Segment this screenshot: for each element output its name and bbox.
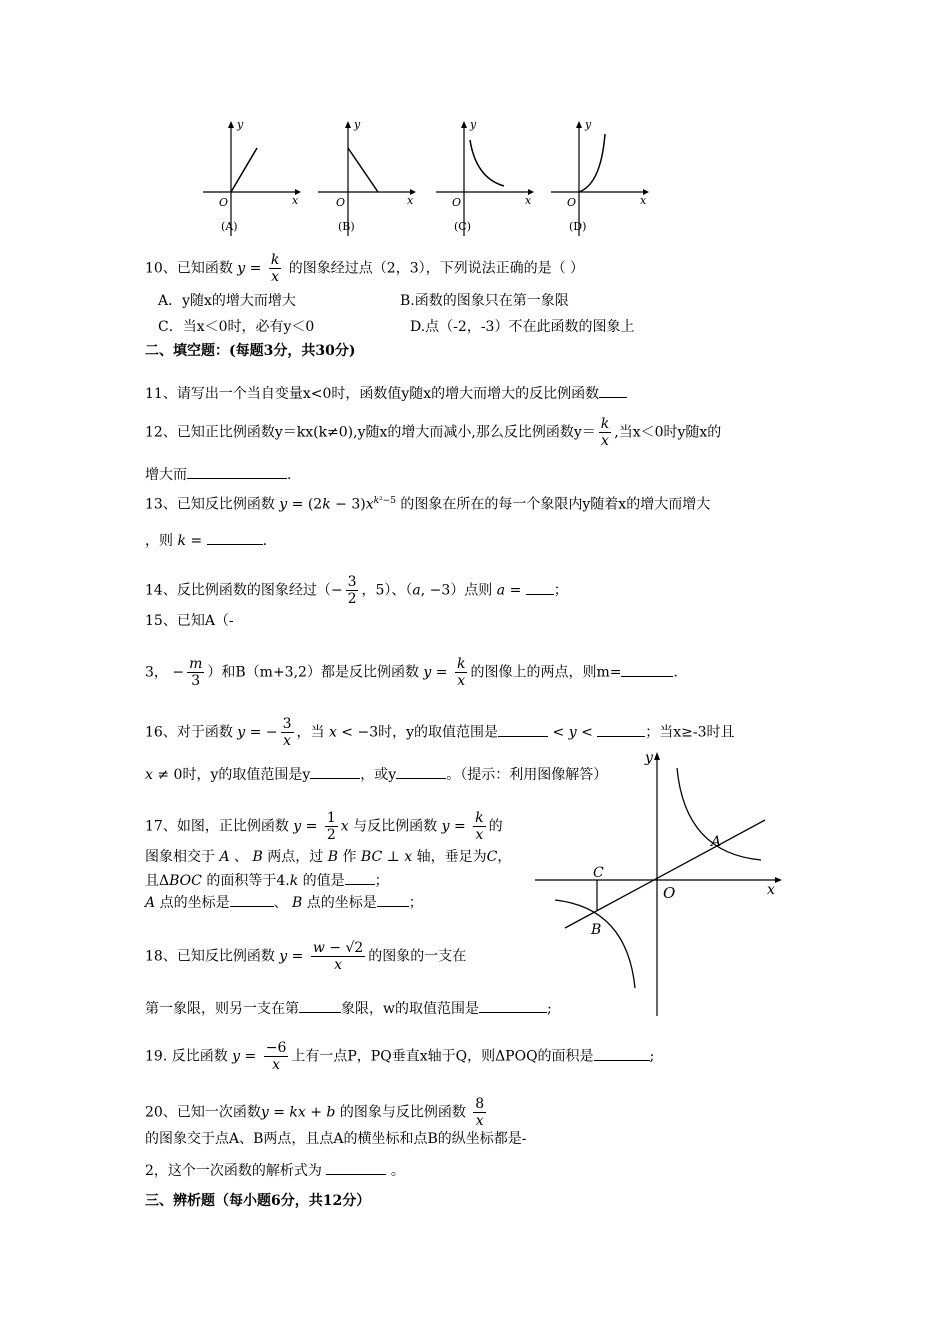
graph-a	[195, 118, 305, 238]
graph-b	[310, 118, 420, 238]
q17-figure	[535, 748, 795, 1018]
q19: 19. 反比函数 y = $\frac{-6}{x}$ 上有一点P，PQ垂直x轴于Q，则ΔPOQ的面积是 ;	[145, 1040, 655, 1073]
fig-x-label: x	[767, 882, 775, 898]
fig-point-a: A	[711, 834, 722, 850]
q14: 14、反比例函数的图象经过（− $\frac{3}{2}$ ，5）、（a, −3）点则 a = ；	[145, 574, 568, 607]
x-label: x	[640, 194, 647, 207]
q11: 11、请写出一个当自变量x<0时，函数值y随x的增大而增大的反比例函数	[145, 383, 627, 403]
y-label: y	[470, 118, 477, 131]
q20-line2: 的图象交于点A、B两点，且点A的横坐标和点B的纵坐标都是-	[145, 1131, 527, 1147]
graph-c	[428, 118, 538, 238]
q10-option-b: B.函数的图象只在第一象限	[400, 293, 569, 309]
fig-origin-label: O	[663, 884, 676, 902]
q17-line2: 图象相交于 A 、 B 两点，过 B 作 BC ⊥ x 轴，垂足为C，	[145, 849, 512, 865]
q10: 10、已知函数 y = $\frac{k}{x}$ 的图象经过点（2，3），下列说法正确的是（ ）	[145, 252, 585, 285]
q17: 17、如图，正比例函数 y = $\frac{1}{2}$ x 与反比例函数 y = $\frac{k}{x}$ 的	[145, 810, 503, 843]
section-3-heading: 三、辨析题（每小题6分，共12分）	[145, 1193, 371, 1209]
origin-label: O	[336, 196, 346, 209]
graph-label: (A)	[221, 220, 238, 233]
graph-label: (C)	[454, 220, 471, 233]
origin-label: O	[219, 196, 229, 209]
q13: 13、已知反比例函数 $y = (2k - 3)x^{k^2-5}$ 的图象在所在的每一个象限内y随着x的增大而增大	[145, 496, 711, 513]
section-2-heading: 二、填空题：(每题3分，共30分)	[145, 343, 356, 359]
q10-option-d: D.点（-2，-3）不在此函数的图象上	[410, 319, 635, 335]
graph-label: (D)	[569, 220, 587, 233]
q17-line4: A 点的坐标是 、 B 点的坐标是 ；	[145, 892, 423, 912]
q12: 12、已知正比例函数y＝kx(k≠0),y随x的增大而减小,那么反比例函数y＝ $\frac{k}{x}$ ,当x＜0时y随x的	[145, 416, 722, 449]
q20-line3: 2，这个一次函数的解析式为 。	[145, 1160, 405, 1180]
y-label: y	[585, 118, 592, 131]
q17-line3: 且ΔBOC 的面积等于4.k 的值是 ；	[145, 870, 389, 890]
x-label: x	[525, 194, 532, 207]
q18: 18、已知反比例函数 y = $\frac{w - √2}{x}$ 的图象的一支在	[145, 940, 467, 973]
q15: 15、已知A（-	[145, 613, 234, 629]
fraction-k-over-x: $\frac{k}{x}$	[270, 252, 280, 285]
fig-point-c: C	[593, 865, 604, 881]
x-label: x	[407, 194, 414, 207]
y-label: y	[237, 118, 244, 131]
x-label: x	[292, 194, 299, 207]
graph-d	[543, 118, 653, 238]
graph-label: (B)	[338, 220, 355, 233]
q20: 20、已知一次函数y = kx + b 的图象与反比例函数 $\frac{8}{x}$	[145, 1096, 485, 1129]
q10-option-c: C．当x＜0时，必有y＜0	[158, 319, 315, 335]
q15-cont: 3， − $\frac{m}{3}$ ）和B（m+3,2）都是反比例函数 y = $\frac{k}{x}$ 的图像上的两点，则m= .	[145, 656, 678, 689]
q18-cont: 第一象限，则另一支在第 象限，w的取值范围是 ;	[145, 998, 552, 1018]
origin-label: O	[452, 196, 462, 209]
q10-option-a: A．y随x的增大而增大	[158, 293, 296, 309]
origin-label: O	[567, 196, 577, 209]
y-label: y	[354, 118, 361, 131]
q12-cont: 增大而 .	[145, 464, 291, 484]
fig-point-b: B	[591, 922, 602, 938]
q16: 16、对于函数 y = − $\frac{3}{x}$ ，当 x < −3时，y的取值范围是 < y < ；当x≥-3时且	[145, 716, 735, 749]
q13-cont: ，则 k = .	[145, 530, 267, 550]
fig-y-label: y	[645, 750, 653, 766]
q16-cont: x ≠ 0时，y的取值范围是y ，或y 。（提示：利用图像解答）	[145, 764, 607, 784]
